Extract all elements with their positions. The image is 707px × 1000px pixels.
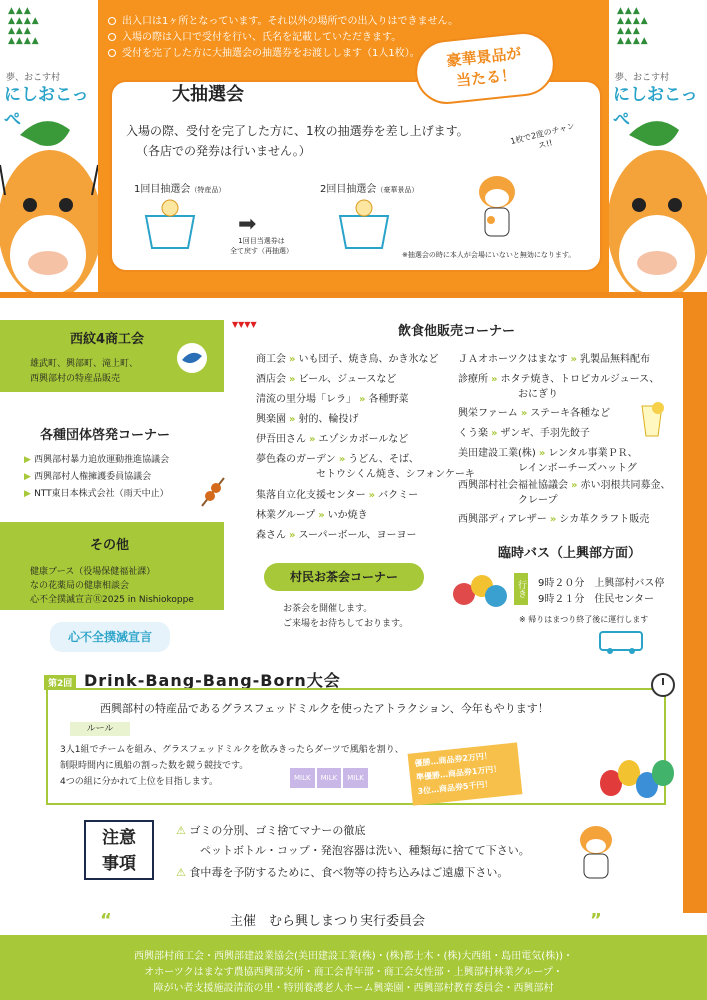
balloon-icon <box>652 760 674 786</box>
list-item: ▶ NTT東日本株式会社（雨天中止） <box>24 489 169 499</box>
other-item: 心不全撲滅宣言Ⓡ2025 in Nishiokoppe <box>30 595 194 605</box>
food-items: レンタル事業ＰＲ、 <box>548 448 638 459</box>
chevron-right-icon: » <box>491 374 498 385</box>
nishimon-title: 西紋4商工会 <box>70 332 145 347</box>
lottery-panel <box>110 80 602 272</box>
chevron-right-icon: » <box>520 408 528 419</box>
food-items: バクミー <box>378 490 419 501</box>
food-vendor: 西興部ディアレザー <box>458 514 547 525</box>
food-items: うどん、そば、 <box>348 454 419 465</box>
side-panel-left <box>0 0 98 292</box>
tea-title: 村民お茶会コーナー <box>264 563 424 591</box>
orange-border <box>683 298 707 913</box>
drink-lead: 西興部村の特産品であるグラスフェッドミルクを使ったアトラクション、今年もやります！ <box>100 702 549 715</box>
nishimon-line1: 雄武町、興部町、滝上町、 <box>30 359 139 369</box>
food-vendor-row <box>256 526 416 541</box>
other-panel <box>0 522 224 610</box>
caution-item-1: ⚠ ゴミの分別、ゴミ捨てマナーの徹底 <box>176 824 366 837</box>
round1-label: 1回目抽選会（特産品） <box>134 184 226 195</box>
notice-3: 受付を完了した方に大抽選会の抽選券をお渡しします（1人1枚）。 <box>108 44 420 59</box>
brand-logo: にしおこっぺ <box>613 85 698 130</box>
chevron-right-icon: » <box>289 354 296 365</box>
chevron-right-icon: » <box>368 490 376 501</box>
food-items: いか焼き <box>327 510 368 521</box>
food-items: スーパーボール、ヨーヨー <box>298 530 417 541</box>
chevron-right-icon: » <box>309 434 316 445</box>
chevron-right-icon: » <box>338 454 346 465</box>
notice-2: 入場の際は入口で受付を行い、氏名を記載していただきます。 <box>108 28 401 43</box>
bus-tag: 行き <box>514 573 528 605</box>
quote-close-icon: ” <box>590 910 602 931</box>
food-items: 射的、輪投げ <box>298 414 359 425</box>
bus-time-1: 9時２０分 上興部村バス停 <box>538 578 665 589</box>
chevron-right-icon: » <box>289 374 296 385</box>
lottery-desc-note: （各店での発券は行いません。） <box>136 144 311 158</box>
food-items: 乳製品無料配布 <box>579 354 650 365</box>
chevron-right-icon: » <box>289 414 296 425</box>
chevron-right-icon: » <box>571 480 578 491</box>
groups-title: 各種団体啓発コーナー <box>40 428 171 443</box>
food-vendor: 集落自立化支援センター <box>256 490 366 501</box>
chevron-right-icon: » <box>289 530 296 541</box>
lottery-title: 大抽選会 <box>172 84 244 105</box>
arrow-right-icon: ➡ <box>238 212 257 237</box>
food-vendor-row <box>256 506 368 521</box>
food-vendor: 夢色森のガーデン <box>256 454 336 465</box>
juice-icon <box>636 400 668 440</box>
chevron-right-icon: » <box>538 448 546 459</box>
lottery-box-icon <box>334 196 394 250</box>
rule-label: ルール <box>70 722 130 736</box>
food-items: ザンギ、手羽先餃子 <box>500 428 590 439</box>
bus-note: ※ 帰りはまつり終了後に運行します <box>519 615 649 624</box>
food-items: いも団子、焼き鳥、かき氷など <box>298 354 439 365</box>
food-vendor-row <box>458 424 590 439</box>
tree-pattern: ▲▲▲ ▲▲▲▲ ▲▲▲ ▲▲▲▲ <box>617 6 649 46</box>
nishimon-panel <box>0 320 224 392</box>
footer-line: オホーツクはまなす農協西興部支所・商工会青年部・商工会女性部・上興部村林業グループ・ <box>144 967 563 978</box>
food-vendor: 林業グループ <box>256 510 316 521</box>
caution-item-1b: ペットボトル・コップ・発泡容器は洗い、種類毎に捨てて下さい。 <box>200 844 530 857</box>
rule-line: 4つの組に分かれて上位を目指します。 <box>60 777 219 787</box>
food-vendor: 酒店会 <box>256 374 286 385</box>
food-items: ステーキ各種など <box>530 408 611 419</box>
footer <box>0 935 707 1000</box>
brand-logo: にしおこっぺ <box>4 85 89 130</box>
chevron-right-icon: » <box>491 428 498 439</box>
food-vendor-row <box>458 510 649 525</box>
food-items: 赤い羽根共同募金、 <box>580 480 671 491</box>
food-items-cont: レインボーチーズハットグ <box>518 463 637 474</box>
food-vendor-row <box>256 410 358 425</box>
food-vendor: 興栄ファーム <box>458 408 518 419</box>
food-vendor-row <box>458 370 659 400</box>
other-title: その他 <box>90 538 130 553</box>
chance-text: 1枚で2度のチャンス!! <box>509 121 576 151</box>
bus-time-2: 9時２１分 住民センター <box>538 594 654 605</box>
food-vendor: 西興部村社会福祉協議会 <box>458 480 568 491</box>
brand-tagline: 夢、おこす村 <box>615 73 670 83</box>
food-items: 各種野菜 <box>368 394 409 405</box>
rule-line: 3人1組でチームを組み、グラスフェッドミルクを飲みきったらダーツで風船を割り、 <box>60 745 404 755</box>
stopwatch-icon <box>648 668 678 698</box>
chevron-right-icon: » <box>318 510 325 521</box>
prize-badge: 豪華景品が 当たる！ <box>412 29 558 107</box>
warning-icon: ⚠ <box>176 866 190 879</box>
milk-bottles-icon: MILK MILK MILK <box>290 768 368 788</box>
notice-1: 出入口は1ヶ所となっています。それ以外の場所での出入りはできません。 <box>108 12 458 27</box>
footer-line: 西興部村商工会・西興部建設業協会(美田建設工業(株)・(株)都士木・(株)大西組・島田電気(株))・ <box>133 951 573 962</box>
chevron-right-icon: » <box>549 514 557 525</box>
food-vendor: くう楽 <box>458 428 488 439</box>
food-vendor: 清流の里分場「レラ」 <box>256 394 356 405</box>
cow-mascot-icon <box>572 822 620 882</box>
food-title: 飲食他販売コーナー <box>398 324 516 339</box>
food-vendor-row <box>256 450 475 480</box>
food-vendor: 商工会 <box>256 354 286 365</box>
food-vendor-row <box>256 430 408 445</box>
lottery-desc: 入場の際、受付を完了した方に、1枚の抽選券を差し上げます。 <box>126 124 469 138</box>
food-vendor-row <box>458 350 650 365</box>
host: 主催 むら興しまつり実行委員会 <box>230 914 426 929</box>
flag-garland-icon: ▼▼▼▼ <box>232 320 257 329</box>
food-items: エゾシカボールなど <box>318 434 409 445</box>
other-item: 健康ブース（役場保健福祉課） <box>30 567 156 577</box>
tree-pattern: ▲▲▲ ▲▲▲▲ ▲▲▲ ▲▲▲▲ <box>8 6 40 46</box>
list-item: ▶ 西興部村人権擁護委員協議会 <box>24 472 152 482</box>
food-vendor-row <box>256 350 438 365</box>
tea-line2: ご来場をお待ちしております。 <box>283 619 409 629</box>
food-items-cont: クレープ <box>518 495 558 506</box>
list-item: ▶ 西興部村暴力追放運動推進協議会 <box>24 455 170 465</box>
quote-open-icon: “ <box>100 910 112 931</box>
food-items-cont: セトウシくん焼き、シフォンケーキ <box>316 469 475 480</box>
bus-title: 臨時バス（上興部方面） <box>498 546 642 561</box>
food-vendor-row <box>458 476 670 506</box>
caution-label: 注意 事項 <box>84 820 154 880</box>
groups-list <box>24 452 169 503</box>
skewer-icon <box>198 474 228 510</box>
chevron-right-icon: » <box>570 354 577 365</box>
food-vendor: 森さん <box>256 530 286 541</box>
food-items-cont: おにぎり <box>518 389 558 400</box>
food-items: ビール、ジュースなど <box>298 374 397 385</box>
transfer-note: 1回目当選券は 全て戻す（再抽選） <box>230 237 293 255</box>
footer-line: 障がい者支援施設清流の里・特別養護老人ホーム興楽園・西興部村教育委員会・西興部村 <box>153 983 554 994</box>
food-vendor-row <box>256 370 396 385</box>
food-vendor-row <box>256 390 408 405</box>
warning-icon: ⚠ <box>176 824 190 837</box>
tea-line1: お茶会を開催します。 <box>283 604 373 614</box>
drink-title: Drink-Bang-Bang-Born大会 <box>84 671 341 690</box>
bus-icon <box>598 630 644 656</box>
food-vendor: 伊吾田さん <box>256 434 306 445</box>
food-vendor-row <box>256 486 418 501</box>
drink-round: 第2回 <box>44 675 76 690</box>
food-items: ホタテ焼き、トロピカルジュース、 <box>500 374 660 385</box>
other-item: なの花薬局の健康相談会 <box>30 581 130 591</box>
cow-mascot-icon <box>609 105 707 292</box>
lottery-box-icon <box>140 196 200 250</box>
food-vendor: 美田建設工業(株) <box>458 448 536 459</box>
side-panel-right <box>609 0 707 292</box>
food-vendor-row <box>458 444 638 474</box>
fish-icon <box>176 342 208 374</box>
caution-item-2: ⚠ 食中毒を予防するために、食べ物等の持ち込みはご遠慮下さい。 <box>176 866 509 879</box>
brand-tagline: 夢、おこす村 <box>6 73 61 83</box>
yoyo-icon <box>450 572 510 612</box>
cow-mascot-icon <box>467 170 527 242</box>
food-vendor: 診療所 <box>458 374 488 385</box>
food-vendor: 興楽園 <box>256 414 286 425</box>
round2-label: 2回目抽選会（豪華景品） <box>320 184 419 195</box>
cow-mascot-icon <box>0 105 98 292</box>
rule-line: 制限時間内に風船の割った数を競う競技です。 <box>60 761 249 771</box>
chevron-right-icon: » <box>359 394 366 405</box>
prize-list: 優勝…商品券2万円！ 準優勝…商品券1万円！ 3位…商品券5千円！ <box>408 742 523 805</box>
food-vendor-row <box>458 404 610 419</box>
food-vendor: ＪＡオホーツクはまなす <box>458 354 568 365</box>
heart-campaign-logo: 心不全撲滅宣言 <box>50 622 170 652</box>
food-items: シカ革クラフト販売 <box>559 514 650 525</box>
lottery-note: ※抽選会の時に本人が会場にいないと無効になります。 <box>402 251 576 259</box>
nishimon-line2: 西興部村の特産品販売 <box>30 374 121 384</box>
